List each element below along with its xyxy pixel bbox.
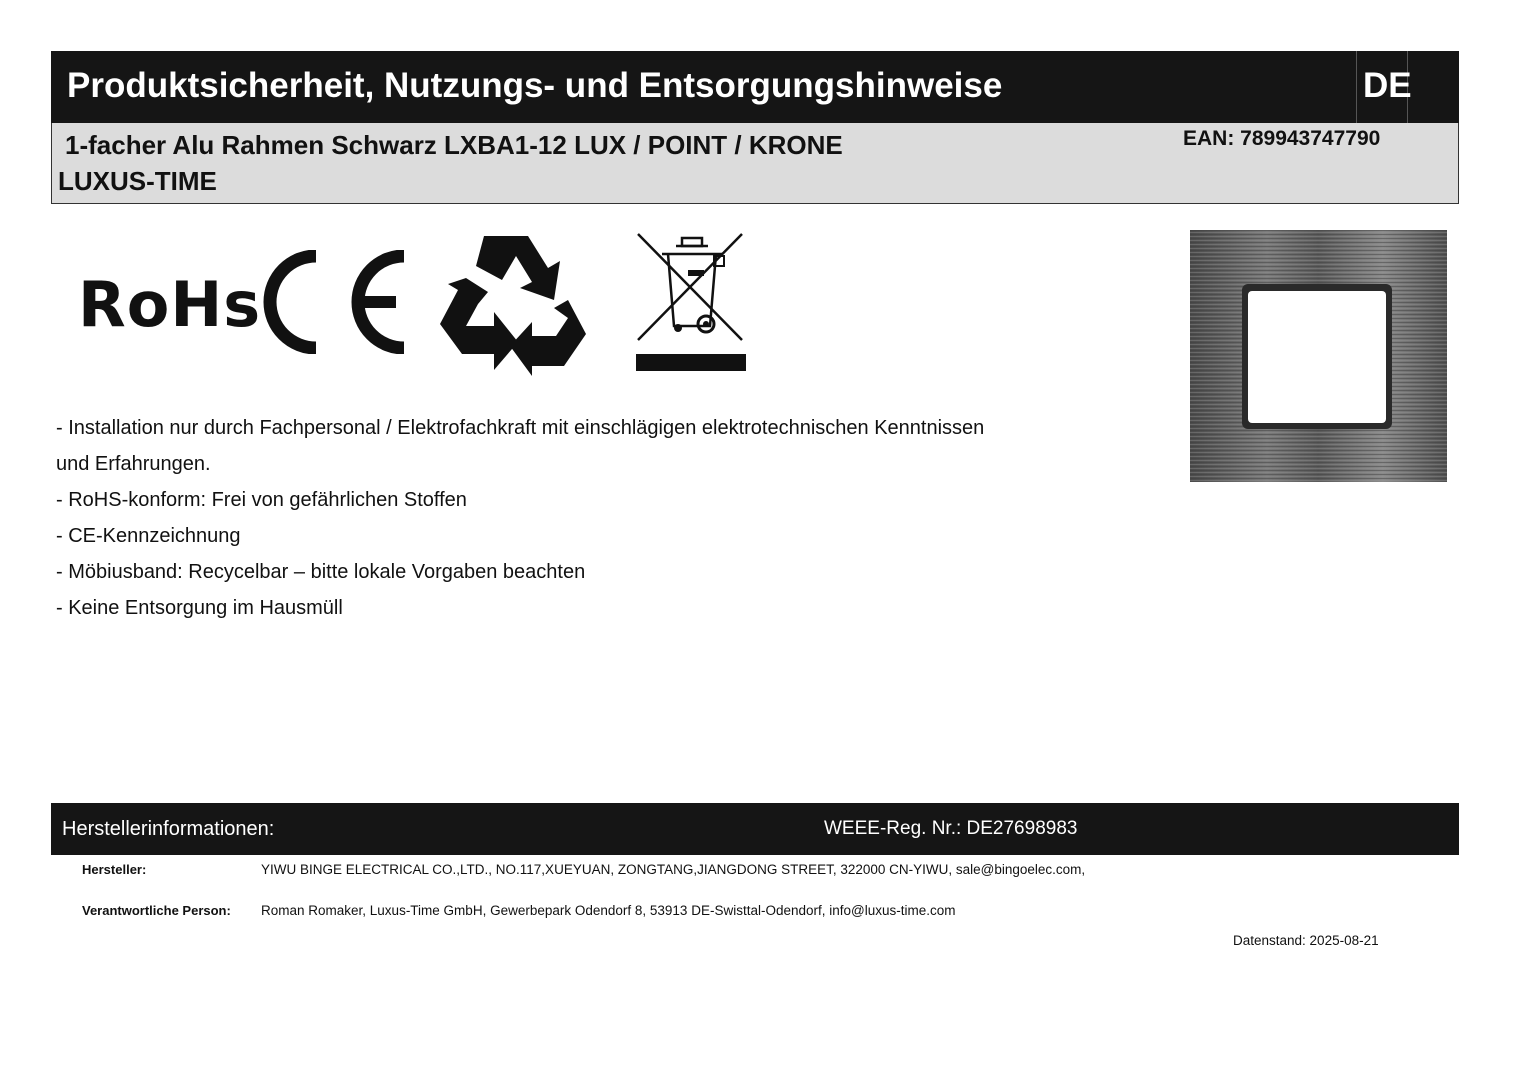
manufacturer-bar xyxy=(51,803,1459,855)
data-date: Datenstand: 2025-08-21 xyxy=(1233,933,1379,948)
usage-notes xyxy=(56,410,1136,626)
crossed-bin-icon xyxy=(636,230,748,374)
ean-code: EAN: 789943747790 xyxy=(1183,127,1381,150)
note-line: und Erfahrungen. xyxy=(56,453,211,475)
language-box xyxy=(1356,51,1412,123)
note-line: - Keine Entsorgung im Hausmüll xyxy=(56,597,343,619)
note-line: - CE-Kennzeichnung xyxy=(56,525,241,547)
product-name: 1-facher Alu Rahmen Schwarz LXBA1-12 LUX / POINT / KRONE xyxy=(65,130,843,160)
product-bar xyxy=(51,123,1459,204)
note-line: - Möbiusband: Recycelbar – bitte lokale Vorgaben beachten xyxy=(56,561,586,583)
note-line: - RoHS-konform: Frei von gefährlichen Stoffen xyxy=(56,489,467,511)
product-image xyxy=(1190,230,1447,482)
ce-mark-icon xyxy=(258,250,408,354)
language-code: DE xyxy=(1363,66,1412,105)
responsible-person-value: Roman Romaker, Luxus-Time GmbH, Gewerbepark Odendorf 8, 53913 DE-Swisttal-Odendorf, info@luxus-time.com xyxy=(261,903,956,918)
manufacturer-value: YIWU BINGE ELECTRICAL CO.,LTD., NO.117,XUEYUAN, ZONGTANG,JIANGDONG STREET, 322000 CN-YIWU, sale@bingoelec.com, xyxy=(261,862,1086,877)
header-bar xyxy=(51,51,1459,123)
weee-registration: WEEE-Reg. Nr.: DE27698983 xyxy=(824,818,1078,839)
brand-name: LUXUS-TIME xyxy=(58,166,217,196)
rohs-icon: RoHs xyxy=(78,268,262,341)
manufacturer-label: Hersteller: xyxy=(82,862,147,877)
manufacturer-heading: Herstellerinformationen: xyxy=(62,818,275,840)
page-title: Produktsicherheit, Nutzungs- und Entsorgungshinweise xyxy=(67,66,1003,105)
note-line: - Installation nur durch Fachpersonal / Elektrofachkraft mit einschlägigen elektrotechnischen Kenntnissen xyxy=(56,417,985,439)
responsible-person-label: Verantwortliche Person: xyxy=(82,903,231,918)
recycle-icon xyxy=(436,230,588,376)
